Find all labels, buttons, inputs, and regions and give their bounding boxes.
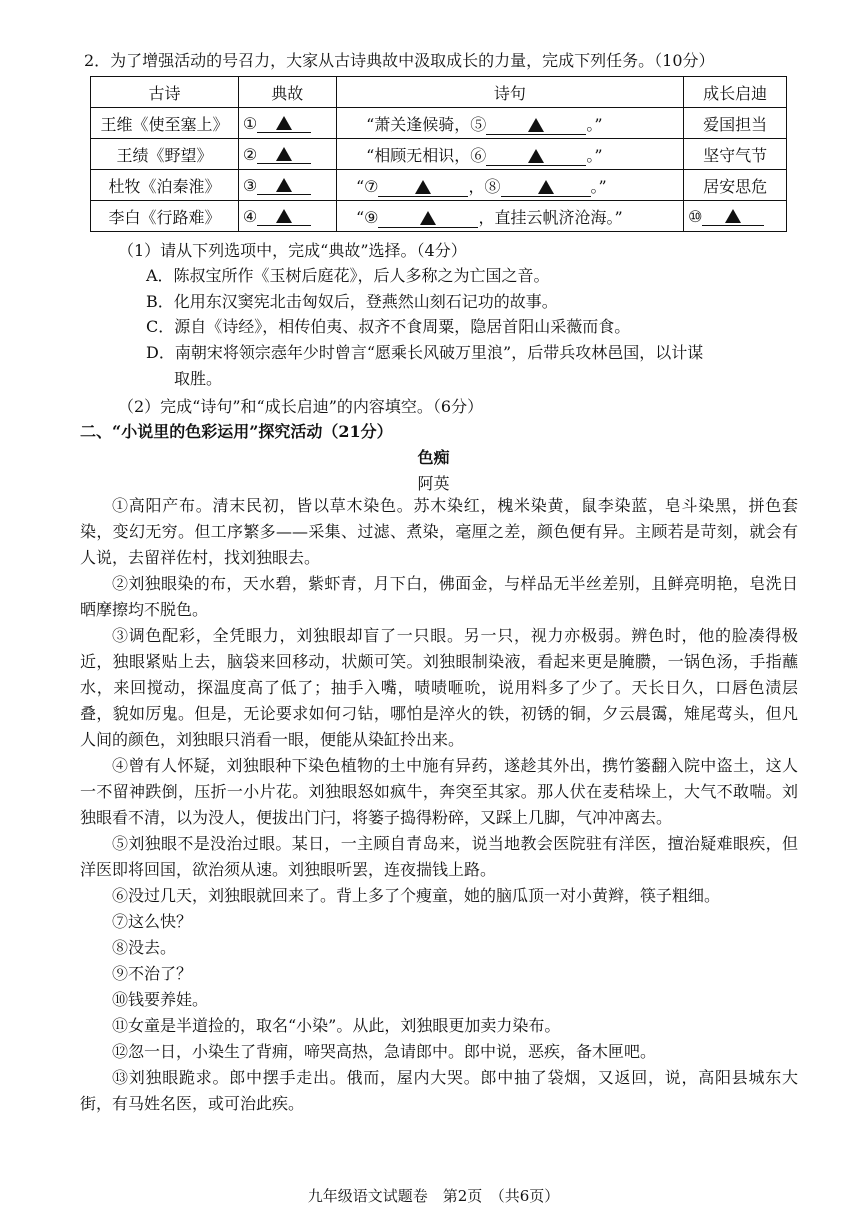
option-b: B．化用东汉窦宪北击匈奴后，登燕然山刻石记功的故事。	[146, 292, 558, 311]
verse-text: “⑨	[355, 207, 379, 227]
triangle-icon	[528, 149, 544, 163]
verse-cell	[336, 170, 683, 201]
blank-number: ⑩	[688, 206, 703, 226]
blank-number: ④	[242, 206, 258, 226]
option-a: A．陈叔宝所作《玉树后庭花》，后人多称之为亡国之音。	[146, 266, 550, 285]
insight-cell: 爱国担当	[684, 108, 787, 139]
verse-text: 。”	[586, 114, 603, 134]
header-insight: 成长启迪	[684, 77, 787, 108]
answer-blank	[501, 178, 591, 197]
verse-text: “⑦	[355, 176, 379, 196]
triangle-icon	[538, 180, 554, 194]
table-row	[91, 170, 787, 201]
verse-cell	[336, 201, 683, 232]
story-author: 阿英	[417, 474, 450, 493]
insight-cell: 居安思危	[684, 170, 787, 201]
story-paragraph: ⑤刘独眼不是没治过眼。某日，一主顾自青岛来，说当地教会医院驻有洋医，擅治疑难眼疾，但洋医即将回国，欲治须从速。刘独眼听罢，连夜揣钱上路。	[80, 834, 798, 879]
insight-cell	[684, 201, 787, 232]
insight-cell: 坚守气节	[684, 139, 787, 170]
story-paragraph: ⑬刘独眼跪求。郎中摆手走出。俄而，屋内大哭。郎中抽了袋烟，又返回，说，高阳县城东大街，有马姓名医，或可治此疾。	[80, 1068, 798, 1113]
verse-text: “相顾无相识，⑥	[366, 145, 487, 165]
answer-blank	[378, 209, 478, 228]
verse-text: 。”	[586, 145, 603, 165]
allusion-cell	[238, 201, 336, 232]
header-poem: 古诗	[91, 77, 239, 108]
table-row	[91, 108, 787, 139]
section-2-heading: 二、“小说里的色彩运用”探究活动（21分）	[80, 422, 393, 441]
answer-blank	[257, 114, 311, 133]
table-header-row	[91, 77, 787, 108]
answer-blank	[486, 147, 586, 166]
story-paragraph: ③调色配彩，全凭眼力，刘独眼却盲了一只眼。另一只，视力亦极弱。辨色时，他的脸凑得极近，独眼紧贴上去，脑袋来回移动，状颇可笑。刘独眼制染液，看起来更是腌臜，一锅色汤，手指蘸水，来回搅动，探温度高了低了；抽手入嘴，啧啧咂吮，说用料多了少了。天长日久，口唇色渍层叠，貌如厉鬼。但是，无论要求如何刁钻，哪怕是淬火的铁，初锈的铜，夕云晨霭，雉尾莺头，但凡人间的颜色，刘独眼只消看一眼，便能从染缸拎出来。	[80, 626, 798, 749]
header-verse: 诗句	[336, 77, 683, 108]
story-title: 色痴	[417, 448, 450, 467]
answer-blank	[486, 116, 586, 135]
story-paragraph: ⑥没过几天，刘独眼就回来了。背上多了个瘦童，她的脑瓜顶一对小黄辫，筷子粗细。	[112, 886, 721, 905]
table-row	[91, 139, 787, 170]
page-footer: 九年级语文试题卷 第2页 （共6页）	[307, 1187, 560, 1205]
poem-allusion-table	[90, 76, 787, 232]
answer-blank	[257, 207, 311, 226]
story-paragraph: ④曾有人怀疑，刘独眼种下染色植物的土中施有异药，遂趁其外出，携竹篓翻入院中盗土，这人一不留神跌倒，压折一小片花。刘独眼怒如疯牛，奔突至其家。那人伏在麦秸垛上，大气不敢喘。刘独眼看不清，以为没人，便拔出门闩，将篓子捣得粉碎，又踩上几脚，气冲冲离去。	[80, 756, 798, 827]
question-2-prompt: 2．为了增强活动的号召力，大家从古诗典故中汲取成长的力量，完成下列任务。（10分）	[84, 51, 715, 70]
triangle-icon	[415, 180, 431, 194]
sub-question-1: （1）请从下列选项中，完成“典故”选择。（4分）	[118, 241, 467, 260]
verse-text: ，直挂云帆济沧海。”	[478, 207, 623, 227]
poem-cell: 李白《行路难》	[91, 201, 239, 232]
poem-cell: 王维《使至塞上》	[91, 108, 239, 139]
allusion-cell	[238, 139, 336, 170]
triangle-icon	[276, 116, 292, 130]
verse-cell	[336, 108, 683, 139]
allusion-cell	[238, 108, 336, 139]
verse-cell	[336, 139, 683, 170]
answer-blank	[257, 176, 311, 195]
story-paragraph: ⑨不治了？	[112, 964, 193, 983]
table-row	[91, 201, 787, 232]
option-c: C．源自《诗经》，相传伯夷、叔齐不食周粟，隐居首阳山采薇而食。	[146, 317, 631, 336]
story-paragraph: ⑫忽一日，小染生了背痈，啼哭高热，急请郎中。郎中说，恶疾，备木匣吧。	[112, 1042, 657, 1061]
blank-number: ③	[242, 175, 258, 195]
answer-blank	[257, 145, 311, 164]
poem-cell: 杜牧《泊秦淮》	[91, 170, 239, 201]
triangle-icon	[528, 118, 544, 132]
verse-text: 。”	[590, 176, 607, 196]
story-paragraph: ②刘独眼染的布，天水碧，紫虾青，月下白，佛面金，与样品无半丝差别，且鲜亮明艳，皂洗日晒摩擦均不脱色。	[80, 574, 798, 619]
header-allusion: 典故	[238, 77, 336, 108]
story-paragraph: ⑦这么快？	[112, 912, 193, 931]
verse-text: ，⑧	[468, 176, 501, 196]
story-paragraph: ⑩钱要养娃。	[112, 990, 209, 1009]
story-body	[80, 493, 798, 1117]
triangle-icon	[420, 211, 436, 225]
story-paragraph: ⑪女童是半道捡的，取名“小染”。从此，刘独眼更加卖力染布。	[112, 1016, 561, 1035]
story-paragraph: ⑧没去。	[112, 938, 177, 957]
allusion-cell	[238, 170, 336, 201]
answer-blank	[702, 207, 764, 226]
triangle-icon	[725, 209, 741, 223]
triangle-icon	[276, 178, 292, 192]
answer-blank	[378, 178, 468, 197]
option-d-continued: 取胜。	[174, 369, 223, 388]
blank-number: ①	[242, 113, 258, 133]
verse-text: “萧关逢候骑，⑤	[366, 114, 487, 134]
triangle-icon	[276, 209, 292, 223]
poem-cell: 王绩《野望》	[91, 139, 239, 170]
blank-number: ②	[242, 144, 258, 164]
option-d: D．南朝宋将领宗悫年少时曾言“愿乘长风破万里浪”，后带兵攻林邑国，以计谋	[146, 343, 704, 362]
story-paragraph: ①高阳产布。清末民初，皆以草木染色。苏木染红，槐米染黄，鼠李染蓝，皂斗染黑，拼色套染，变幻无穷。但工序繁多——采集、过滤、煮染，毫厘之差，颜色便有异。主顾若是苛刻，就会有人说，去留祥佐村，找刘独眼去。	[80, 496, 798, 567]
triangle-icon	[276, 147, 292, 161]
sub-question-2: （2）完成“诗句”和“成长启迪”的内容填空。（6分）	[118, 397, 484, 416]
